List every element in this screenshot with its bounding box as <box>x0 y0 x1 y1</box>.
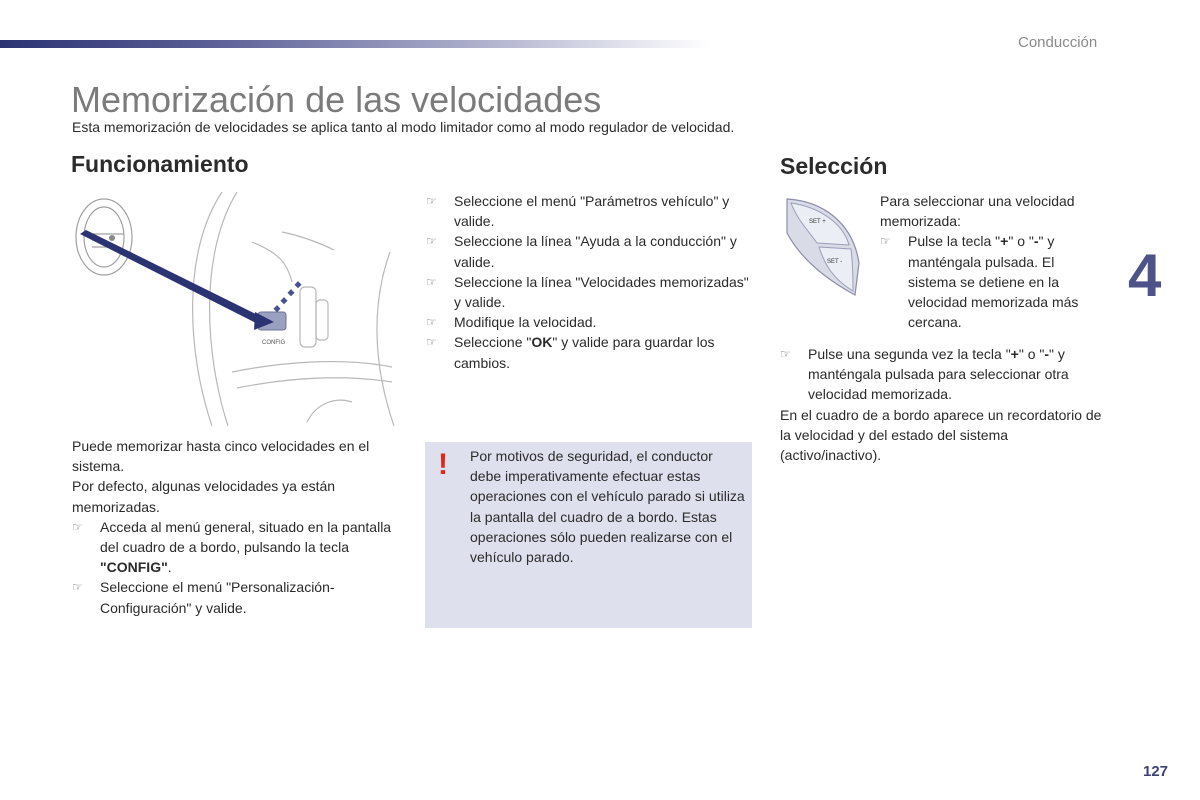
page-number: 127 <box>1143 763 1169 780</box>
chapter-number: 4 <box>1128 242 1162 309</box>
list-item: ☞ Seleccione el menú "Parámetros vehículo" y valide. <box>426 191 751 231</box>
set-minus-label: SET - <box>827 259 843 265</box>
funcionamiento-steps <box>426 191 751 373</box>
set-buttons-illustration <box>783 193 863 298</box>
list-item: ☞ Acceda al menú general, situado en la pantalla del cuadro de a bordo, pulsando la tecla "CONFIG". <box>72 517 402 578</box>
list-item: ☞ Seleccione la línea "Ayuda a la conducción" y valide. <box>426 231 751 271</box>
list-item: ☞ Seleccione "OK" y valide para guardar los cambios. <box>426 332 751 372</box>
list-item: ☞ Pulse la tecla "+" o "-" y manténgala pulsada. El sistema se detiene en la velocidad memorizada más cercana. <box>880 231 1105 332</box>
section-label: Conducción <box>1018 34 1098 51</box>
config-key-label: CONFIG <box>262 340 286 346</box>
warning-text: Por motivos de seguridad, el conductor debe imperativamente efectuar estas operaciones con el vehículo parado si utiliza la pantalla del cuadro de a bordo. Estas operaciones sólo pueden realizarse con el vehículo parado. <box>470 448 745 566</box>
list-item: ☞ Pulse una segunda vez la tecla "+" o "-" y manténgala pulsada para seleccionar otra velocidad memorizada. <box>780 344 1110 405</box>
seleccion-bottom-text <box>780 344 1110 465</box>
set-plus-label: SET + <box>809 219 826 225</box>
paragraph: Por defecto, algunas velocidades ya están memorizadas. <box>72 478 336 515</box>
warning-icon: ! <box>438 448 448 481</box>
intro-text: Esta memorización de velocidades se aplica tanto al modo limitador como al modo regulador de velocidad. <box>72 119 735 135</box>
paragraph: Puede memorizar hasta cinco velocidades en el sistema. <box>72 438 370 475</box>
funcionamiento-heading: Funcionamiento <box>71 151 249 177</box>
seleccion-heading: Selección <box>780 153 888 179</box>
paragraph: Para seleccionar una velocidad memorizada: <box>880 193 1075 230</box>
funcionamiento-left-text <box>72 436 402 618</box>
header-gradient-bar <box>0 40 710 48</box>
paragraph: En el cuadro de a bordo aparece un recordatorio de la velocidad y del estado del sistema (activo/inactivo). <box>780 406 1102 464</box>
seleccion-top-text <box>880 191 1105 332</box>
list-item: ☞ Seleccione la línea "Velocidades memorizadas" y valide. <box>426 272 751 312</box>
list-item: ☞ Modifique la velocidad. <box>426 312 751 332</box>
steering-wheel-illustration <box>72 192 402 426</box>
list-item: ☞ Seleccione el menú "Personalización-Configuración" y valide. <box>72 577 402 617</box>
page-title: Memorización de las velocidades <box>71 79 602 120</box>
